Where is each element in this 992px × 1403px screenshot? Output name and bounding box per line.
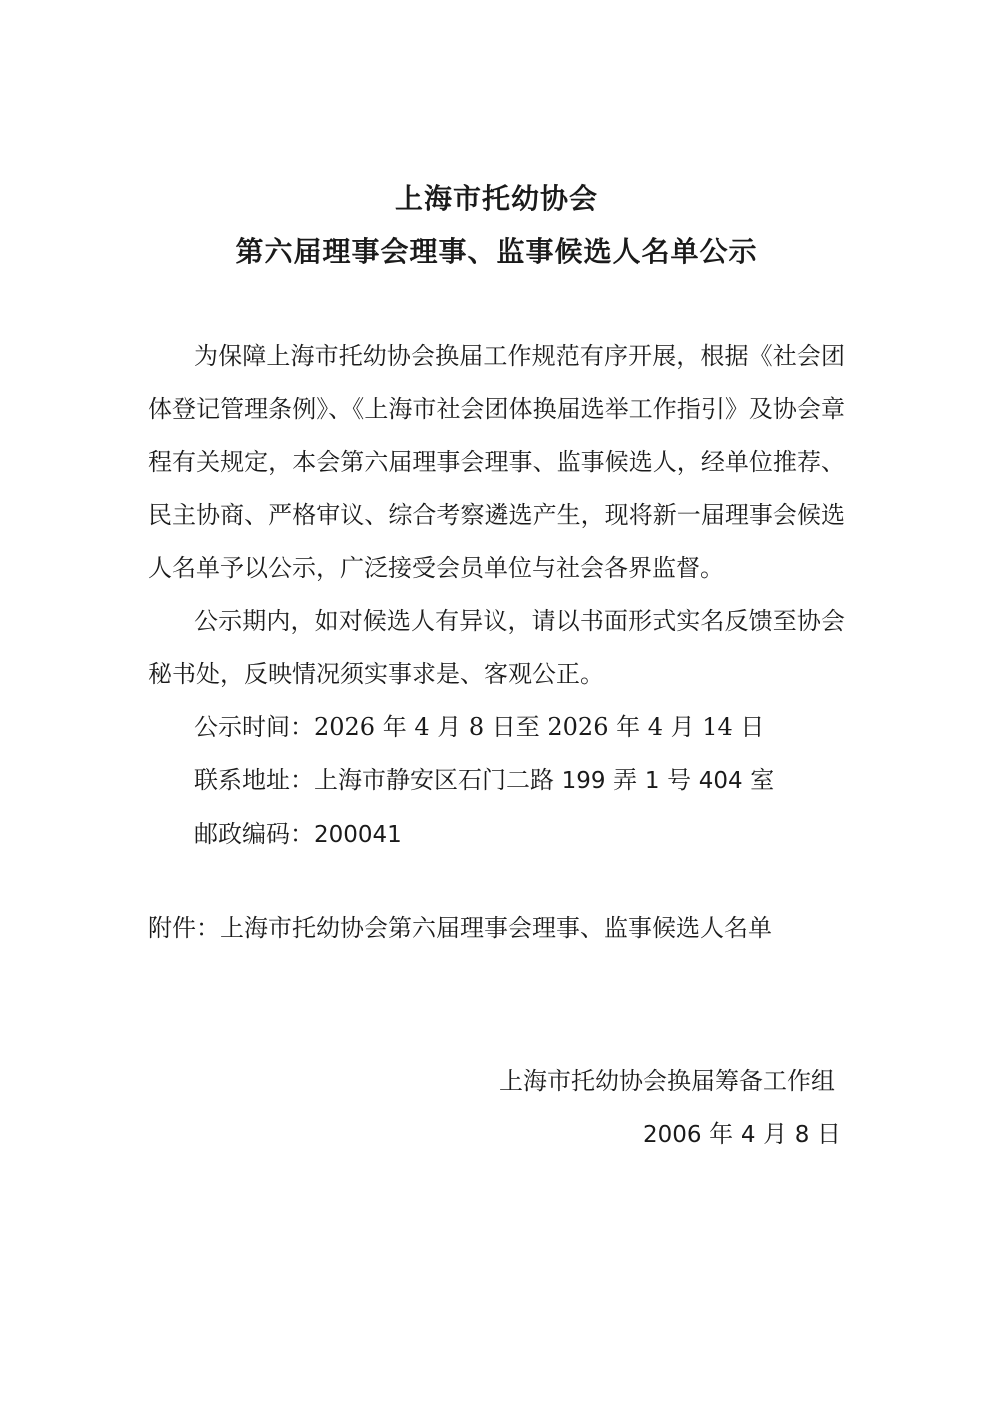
text-segment: 8 <box>794 1122 810 1148</box>
text-segment: 号 <box>659 766 699 794</box>
attachment-line: 附件：上海市托幼协会第六届理事会理事、监事候选人名单 <box>148 914 772 942</box>
text-segment: 室 <box>742 766 775 794</box>
document-subtitle: 第六届理事会理事、监事候选人名单公示 <box>235 235 758 268</box>
contact-address-value <box>314 766 774 794</box>
paragraph-objection-notice: 公示期内，如对候选人有异议，请以书面形式实名反馈至协会秘书处，反映情况须实事求是、客观公正。 <box>148 607 845 688</box>
text-segment: 199 <box>561 768 606 794</box>
contact-address-line <box>148 754 845 808</box>
signature-date-line <box>148 1108 845 1162</box>
text-segment: 2006 <box>643 1122 702 1148</box>
text-segment: 404 <box>698 768 743 794</box>
text-segment: 4 <box>740 1122 756 1148</box>
document-title: 上海市托幼协会 <box>394 182 598 215</box>
contact-address-label: 联系地址： <box>194 766 314 794</box>
text-segment: 年 <box>701 1120 741 1148</box>
text-segment: 月 <box>755 1120 795 1148</box>
text-segment: 上海市静安区石门二路 <box>314 766 562 794</box>
text-segment: 弄 <box>605 766 645 794</box>
text-segment: 200041 <box>314 822 402 848</box>
publicity-time-value: 2026 年 4 月 8 日至 2026 年 4 月 14 日 <box>314 713 765 741</box>
text-segment: 日 <box>809 1120 841 1148</box>
text-segment: 1 <box>644 768 660 794</box>
postal-code-value <box>314 820 402 848</box>
signature-org-line: 上海市托幼协会换届筹备工作组 <box>499 1067 835 1095</box>
paragraph-preamble: 为保障上海市托幼协会换届工作规范有序开展，根据《社会团体登记管理条例》、《上海市社会团体换届选举工作指引》及协会章程有关规定，本会第六届理事会理事、监事候选人，经单位推荐、民主协商、严格审议、综合考察遴选产生，现将新一届理事会候选人名单予以公示，广泛接受会员单位与社会各界监督。 <box>148 342 845 582</box>
publicity-time-label: 公示时间： <box>194 713 314 741</box>
postal-code-label: 邮政编码： <box>194 820 314 848</box>
publicity-time-line <box>148 701 845 754</box>
postal-code-line <box>148 808 845 862</box>
